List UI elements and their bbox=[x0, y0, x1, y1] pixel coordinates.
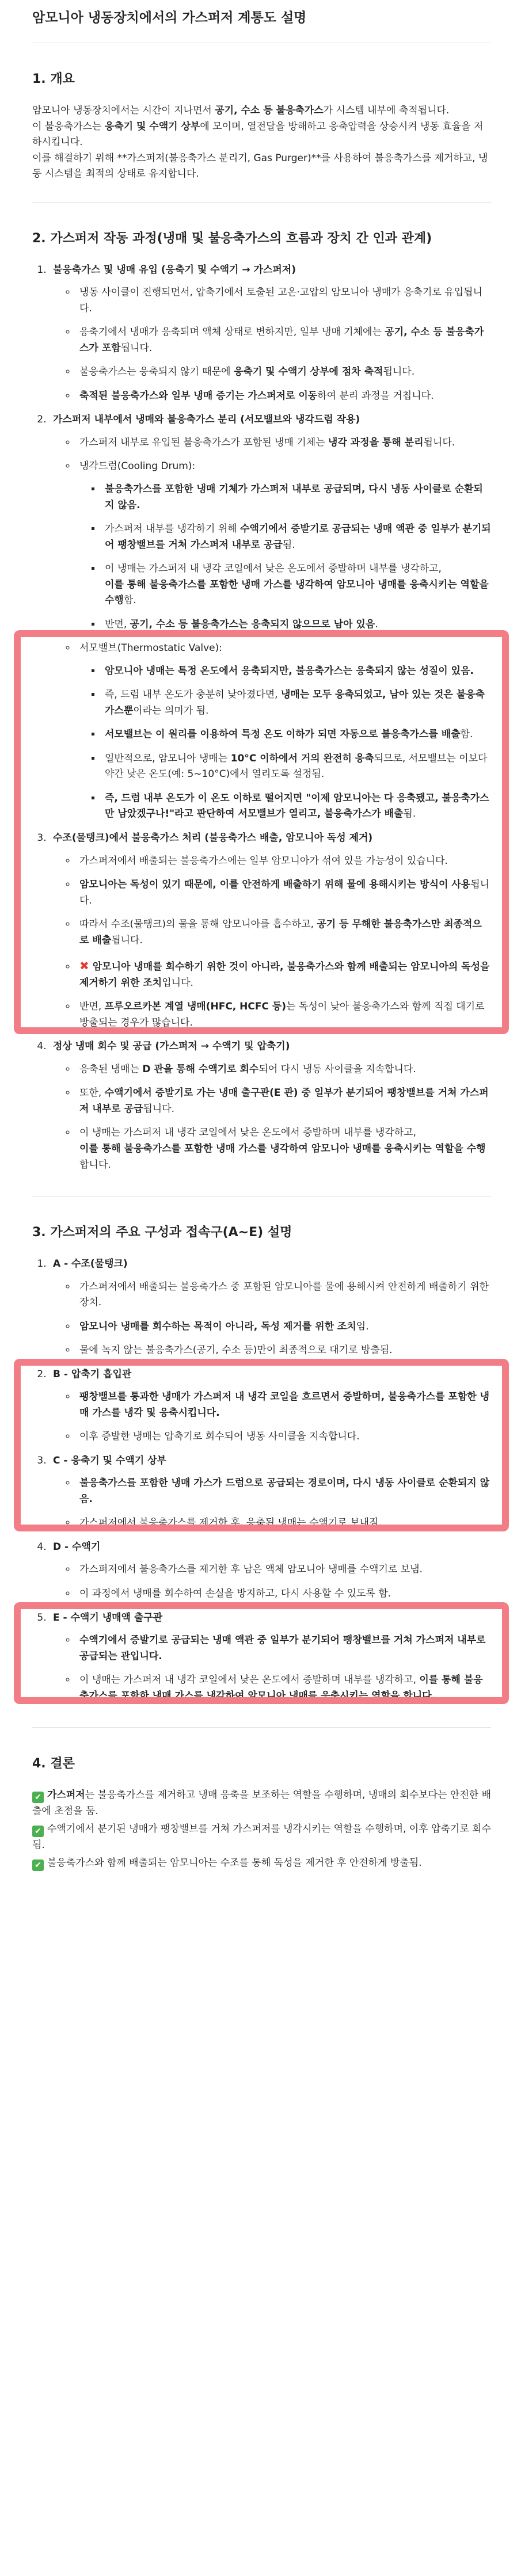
step-item bbox=[50, 830, 491, 1031]
bold-text: 프루오르카본 계열 냉매(HFC, HCFC 등) bbox=[104, 1001, 287, 1013]
step-title: 3. C - 응축기 및 수액기 상부 bbox=[53, 1454, 166, 1466]
text: 물에 녹지 않는 불응축가스(공기, 수소 등)만이 최종적으로 대기로 방출됨. bbox=[79, 1344, 393, 1356]
overview-line-2 bbox=[32, 121, 483, 148]
step-title: 1. 불응축가스 및 냉매 유입 (응축기 및 수액기 → 가스퍼저) bbox=[53, 264, 296, 276]
bold-text: 서모밸브는 이 원리를 이용하여 특정 온도 이하가 되면 자동으로 불응축가스를 배출 bbox=[105, 729, 461, 741]
overview-line-1 bbox=[32, 105, 449, 116]
bold-text: 이를 통해 불응축가스를 포함한 냉매 가스를 냉각하여 암모니아 냉매를 응축시키는 역할을 합니다. bbox=[79, 1674, 483, 1702]
text: 냉동 사이클이 진행되면서, 압축기에서 토출된 고온·고압의 암모니아 냉매가 응축기로 유입됩니다. bbox=[79, 287, 482, 314]
step-title: 5. E - 수액기 냉매액 출구관 bbox=[53, 1611, 163, 1624]
bold-text: 이를 통해 불응축가스를 포함한 냉매 가스를 냉각하여 암모니아 냉매를 응축시키는 역할을 수행 bbox=[79, 1142, 486, 1154]
text: 서모밸브(Thermostatic Valve): bbox=[79, 642, 222, 654]
step-item bbox=[50, 1367, 491, 1445]
text: 가스퍼저 내부를 냉각하기 위해 bbox=[105, 523, 241, 535]
sub-list-item bbox=[101, 727, 491, 743]
sub-list-item bbox=[101, 521, 491, 553]
text: 수액기에서 분기된 냉매가 팽창밸브를 거쳐 가스퍼저를 냉각시키는 역할을 수행하며, 이후 압축기로 회수됨. bbox=[32, 1823, 491, 1851]
text: 반면, bbox=[79, 1001, 105, 1013]
list-item bbox=[76, 641, 491, 822]
bold-text: 암모니아 냉매를 회수하기 위한 것이 아니라, 불응축가스와 함께 배출되는 암모니아의 독성을 제거하기 위한 조치 bbox=[79, 961, 490, 989]
step-title: 2. 가스퍼저 내부에서 냉매와 불응축가스 분리 (서모밸브와 냉각드럼 작용) bbox=[53, 414, 360, 426]
text: 됩니다. bbox=[383, 366, 415, 378]
text: 되어 다시 냉동 사이클을 지속합니다. bbox=[258, 1063, 416, 1075]
text: 함. bbox=[123, 595, 136, 607]
conclusion-item bbox=[32, 1855, 491, 1872]
list-item bbox=[76, 1085, 491, 1117]
list-item bbox=[76, 1515, 491, 1531]
list-item bbox=[76, 1319, 491, 1335]
bold-text: 수액기에서 증발기로 공급되는 냉매 액관 중 일부가 분기되어 팽창밸브를 거쳐 가스퍼저 내부로 공급되는 관입니다. bbox=[79, 1634, 486, 1662]
bold-text: 공기, 수소 등 불응축가스 bbox=[215, 105, 324, 116]
step-title: 4. 정상 냉매 회수 및 공급 (가스퍼저 → 수액기 및 압축기) bbox=[53, 1041, 290, 1053]
step-item bbox=[50, 1539, 491, 1602]
list-item bbox=[76, 1279, 491, 1311]
process-steps-list bbox=[32, 262, 491, 1173]
text: 이 냉매는 가스퍼저 내 냉각 코일에서 낮은 온도에서 증발하며 내부를 냉각하고, bbox=[79, 1127, 416, 1139]
list-item bbox=[76, 364, 491, 380]
list-item bbox=[76, 388, 491, 405]
bold-text: 암모니아 냉매는 특정 온도에서 응축되지만, 불응축가스는 응축되지 않는 성질이 있음. bbox=[105, 665, 474, 677]
bold-text: 10°C 이하에서 거의 완전히 응축 bbox=[230, 752, 374, 764]
text: 가스퍼저에서 배출되는 불응축가스 중 포함된 암모니아를 물에 용해시켜 안전하게 배출하기 위한 장치. bbox=[79, 1281, 489, 1309]
list-item bbox=[76, 957, 491, 991]
text: 하여 분리 과정을 거칩니다. bbox=[317, 390, 434, 402]
text: . bbox=[375, 618, 378, 630]
sub-bullet-list bbox=[79, 482, 491, 632]
bold-text: 즉, 드럼 내부 온도가 이 온도 이하로 떨어지면 "이제 암모니아는 다 응축됐고, 불응축가스만 남았겠구나!"라고 판단하여 서모밸브가 열리고, 불응축가스가 배출 bbox=[105, 792, 489, 820]
list-item bbox=[76, 325, 491, 356]
text: 가스퍼저에서 배출되는 불응축가스에는 일부 암모니아가 섞여 있을 가능성이 있습니다. bbox=[79, 855, 448, 867]
step-bullet-list bbox=[53, 285, 491, 404]
text: 가스퍼저 내부로 유입된 불응축가스가 포함된 냉매 기체는 bbox=[79, 436, 328, 448]
text: 되므로, 서모밸브는 이보다 약간 낮은 온도(예: 5~10°C)에서 열리도록 설정됨. bbox=[105, 752, 488, 780]
sub-list-item bbox=[101, 617, 491, 633]
step-bullet-list bbox=[53, 853, 491, 1031]
bold-text: 냉각 과정을 통해 분리 bbox=[328, 436, 424, 448]
text: 됩니다. bbox=[111, 934, 143, 946]
bold-text: 이를 통해 불응축가스를 포함한 냉매 가스를 냉각하여 암모니아 냉매를 응축시키는 역할을 수행 bbox=[105, 578, 489, 607]
text: 응축된 냉매는 bbox=[79, 1063, 143, 1075]
bold-text: 응축기 및 수액기 상부 bbox=[104, 120, 200, 132]
bold-text: 암모니아는 독성이 있기 때문에, 이를 안전하게 배출하기 위해 물에 용해시키는 방식이 사용 bbox=[79, 879, 471, 891]
text: 가스퍼저에서 불응축가스를 제거한 후, 응축된 냉매는 수액기로 보내짐. bbox=[79, 1517, 382, 1529]
step-item bbox=[50, 1039, 491, 1173]
conclusion-section bbox=[32, 1755, 491, 1872]
text: 이를 해결하기 위해 **가스퍼저(불응축가스 분리기, Gas Purger)**를 사용하여 불응축가스를 제거하고, 냉동 시스템을 최적의 상태로 유지합니다. bbox=[32, 152, 488, 180]
list-item bbox=[76, 1389, 491, 1421]
list-item bbox=[76, 459, 491, 632]
text: 는 불응축가스를 제거하고 냉매 응축을 보조하는 역할을 수행하며, 냉매의 회수보다는 안전한 배출에 초점을 둠. bbox=[32, 1789, 492, 1817]
list-item bbox=[76, 999, 491, 1031]
bold-text: 수액기에서 증발기로 가는 냉매 출구관(E 관) 중 일부가 분기되어 팽창밸브를 거쳐 가스퍼저 내부로 공급 bbox=[79, 1087, 489, 1115]
check-mark-icon: ✔ bbox=[32, 1792, 44, 1803]
text: 암모니아 냉동장치에서는 시간이 지나면서 bbox=[32, 105, 215, 116]
text: 냉각드럼(Cooling Drum): bbox=[79, 460, 196, 472]
text: 이 과정에서 냉매를 회수하여 손실을 방지하고, 다시 사용할 수 있도록 함. bbox=[79, 1588, 391, 1599]
list-item bbox=[76, 1429, 491, 1445]
list-item bbox=[76, 1125, 491, 1173]
bold-text: 팽창밸브를 통과한 냉매가 가스퍼저 내 냉각 코일을 흐르면서 증발하며, 불응축가스를 포함한 냉매 가스를 냉각 및 응축시킵니다. bbox=[79, 1391, 490, 1419]
bold-text: 암모니아 냉매를 회수하는 목적이 아니라, 독성 제거를 위한 조치 bbox=[79, 1320, 356, 1332]
sub-list-item bbox=[101, 664, 491, 680]
text: 됩니다. bbox=[120, 342, 153, 354]
list-item bbox=[76, 1476, 491, 1507]
text: 불응축가스는 응축되지 않기 때문에 bbox=[79, 366, 234, 378]
step-bullet-list bbox=[53, 1562, 491, 1602]
bold-text: 공기 등 무해한 불응축가스만 최종적으로 배출 bbox=[79, 919, 482, 946]
bold-text: 축적된 불응축가스와 일부 냉매 증기는 가스퍼저로 이동 bbox=[79, 390, 318, 402]
components-list bbox=[32, 1256, 491, 1704]
bold-text: 가스퍼저 bbox=[47, 1789, 85, 1801]
text: 이 불응축가스는 bbox=[32, 120, 105, 132]
step-item bbox=[50, 1256, 491, 1359]
page-title: 암모니아 냉동장치에서의 가스퍼저 계통도 설명 bbox=[32, 10, 307, 25]
components-heading: 3. 가스퍼저의 주요 구성과 접속구(A~E) 설명 bbox=[32, 1225, 292, 1240]
cross-mark-icon: ✖ bbox=[79, 959, 89, 973]
check-mark-icon: ✔ bbox=[32, 1859, 44, 1871]
overview-heading: 1. 개요 bbox=[32, 72, 75, 86]
text: 됩니다. bbox=[423, 436, 455, 448]
bold-text: 공기, 수소 등 불응축가스는 응축되지 않으므로 남아 있음 bbox=[130, 618, 375, 630]
document-content bbox=[32, 0, 491, 1874]
step-bullet-list bbox=[53, 1476, 491, 1531]
overview-paragraph bbox=[32, 103, 491, 182]
divider bbox=[32, 202, 491, 203]
overview-section bbox=[32, 71, 491, 182]
text: 임. bbox=[356, 1320, 369, 1332]
text: 또한, bbox=[79, 1087, 105, 1099]
step-title: 1. A - 수조(물탱크) bbox=[53, 1258, 128, 1270]
list-item bbox=[76, 877, 491, 909]
text: 됩니다. bbox=[79, 879, 490, 906]
list-item bbox=[76, 1062, 491, 1078]
list-item bbox=[76, 853, 491, 870]
process-heading: 2. 가스퍼저 작동 과정(냉매 및 불응축가스의 흐름과 장치 간 인과 관계) bbox=[32, 231, 432, 246]
text: 이 냉매는 가스퍼저 내 냉각 코일에서 낮은 온도에서 증발하며 내부를 냉각하고, bbox=[105, 563, 442, 575]
text: 응축기에서 냉매가 응축되며 액체 상태로 변하지만, 일부 냉매 기체에는 bbox=[79, 326, 385, 338]
text: 됨. bbox=[282, 539, 295, 551]
text: 이라는 의미가 됨. bbox=[133, 704, 209, 717]
process-section bbox=[32, 230, 491, 1173]
bold-text: 응축기 및 수액기 상부에 점차 축적 bbox=[233, 366, 383, 378]
text: 는 독성이 낮아 불응축가스와 함께 직접 대기로 방출되는 경우가 많습니다. bbox=[79, 1001, 485, 1028]
text: 따라서 수조(물탱크)의 물을 통해 암모니아를 흡수하고, bbox=[79, 919, 317, 931]
sub-list-item bbox=[101, 751, 491, 783]
components-section bbox=[32, 1224, 491, 1704]
sub-list-item bbox=[101, 687, 491, 719]
sub-bullet-list bbox=[79, 664, 491, 822]
step-bullet-list bbox=[53, 1389, 491, 1445]
sub-list-item bbox=[101, 482, 491, 513]
sub-list-item bbox=[101, 791, 491, 822]
text: 됨. bbox=[403, 808, 416, 820]
text: 합니다. bbox=[79, 1159, 111, 1171]
bold-text: 공기, 수소 등 불응축가스가 포함 bbox=[79, 326, 484, 354]
text: 입니다. bbox=[162, 977, 193, 989]
step-item bbox=[50, 1453, 491, 1531]
text: 가스퍼저에서 불응축가스를 제거한 후 남은 액체 암모니아 냉매를 수액기로 보냄. bbox=[79, 1564, 423, 1576]
step-bullet-list bbox=[53, 1062, 491, 1173]
step-title: 2. B - 압축기 흡입관 bbox=[53, 1368, 132, 1380]
text: 함. bbox=[460, 729, 473, 741]
list-item bbox=[76, 285, 491, 317]
bold-text: 냉매는 모두 응축되었고, 남아 있는 것은 불응축가스뿐 bbox=[105, 689, 485, 717]
list-item bbox=[76, 1586, 491, 1602]
bold-text: 불응축가스를 포함한 냉매 기체가 가스퍼저 내부로 공급되며, 다시 냉동 사이클로 순환되지 않음. bbox=[105, 483, 483, 511]
conclusion-heading: 4. 결론 bbox=[32, 1756, 75, 1771]
text: 가 시스템 내부에 축적됩니다. bbox=[323, 105, 450, 116]
overview-line-3 bbox=[32, 153, 488, 180]
step-title: 3. 수조(물탱크)에서 불응축가스 처리 (불응축가스 배출, 암모니아 독성 제거) bbox=[53, 832, 373, 844]
text: 에 모이며, 열전달을 방해하고 응축압력을 상승시켜 냉동 효율을 저하시킵니다. bbox=[32, 120, 484, 148]
sub-list-item bbox=[101, 561, 491, 609]
conclusion-item bbox=[32, 1822, 491, 1853]
text: 됩니다. bbox=[143, 1103, 175, 1115]
bold-text: 불응축가스를 포함한 냉매 가스가 드럼으로 공급되는 경로이며, 다시 냉동 사이클로 순환되지 않음. bbox=[79, 1477, 490, 1505]
text: 불응축가스와 함께 배출되는 암모니아는 수조를 통해 독성을 제거한 후 안전하게 방출됨. bbox=[47, 1857, 422, 1869]
list-item bbox=[76, 917, 491, 948]
conclusion-item bbox=[32, 1788, 491, 1819]
bold-text: D 관을 통해 수액기로 회수 bbox=[142, 1063, 259, 1075]
step-item bbox=[50, 262, 491, 405]
bold-text: 수액기에서 증발기로 공급되는 냉매 액관 중 일부가 분기되어 팽창밸브를 거쳐 가스퍼저 내부로 공급 bbox=[105, 523, 491, 551]
divider bbox=[32, 1727, 491, 1728]
text: 이 냉매는 가스퍼저 내 냉각 코일에서 낮은 온도에서 증발하며 내부를 냉각하고, bbox=[79, 1674, 420, 1686]
list-item bbox=[76, 435, 491, 451]
text: 반면, bbox=[105, 618, 130, 630]
text: 이후 증발한 냉매는 압축기로 회수되어 냉동 사이클을 지속합니다. bbox=[79, 1431, 360, 1443]
list-item bbox=[76, 1562, 491, 1578]
step-bullet-list bbox=[53, 1279, 491, 1359]
list-item bbox=[76, 1343, 491, 1359]
conclusion-list bbox=[32, 1788, 491, 1872]
check-mark-icon: ✔ bbox=[32, 1826, 44, 1837]
step-title: 4. D - 수액기 bbox=[53, 1541, 101, 1553]
step-bullet-list bbox=[53, 435, 491, 822]
step-item bbox=[50, 412, 491, 822]
list-item bbox=[76, 1633, 491, 1664]
list-item bbox=[76, 1672, 491, 1704]
text: 즉, 드럼 내부 온도가 충분히 낮아졌다면, bbox=[105, 689, 281, 701]
step-bullet-list bbox=[53, 1633, 491, 1704]
step-item bbox=[50, 1610, 491, 1705]
text: 일반적으로, 암모니아 냉매는 bbox=[105, 752, 231, 764]
